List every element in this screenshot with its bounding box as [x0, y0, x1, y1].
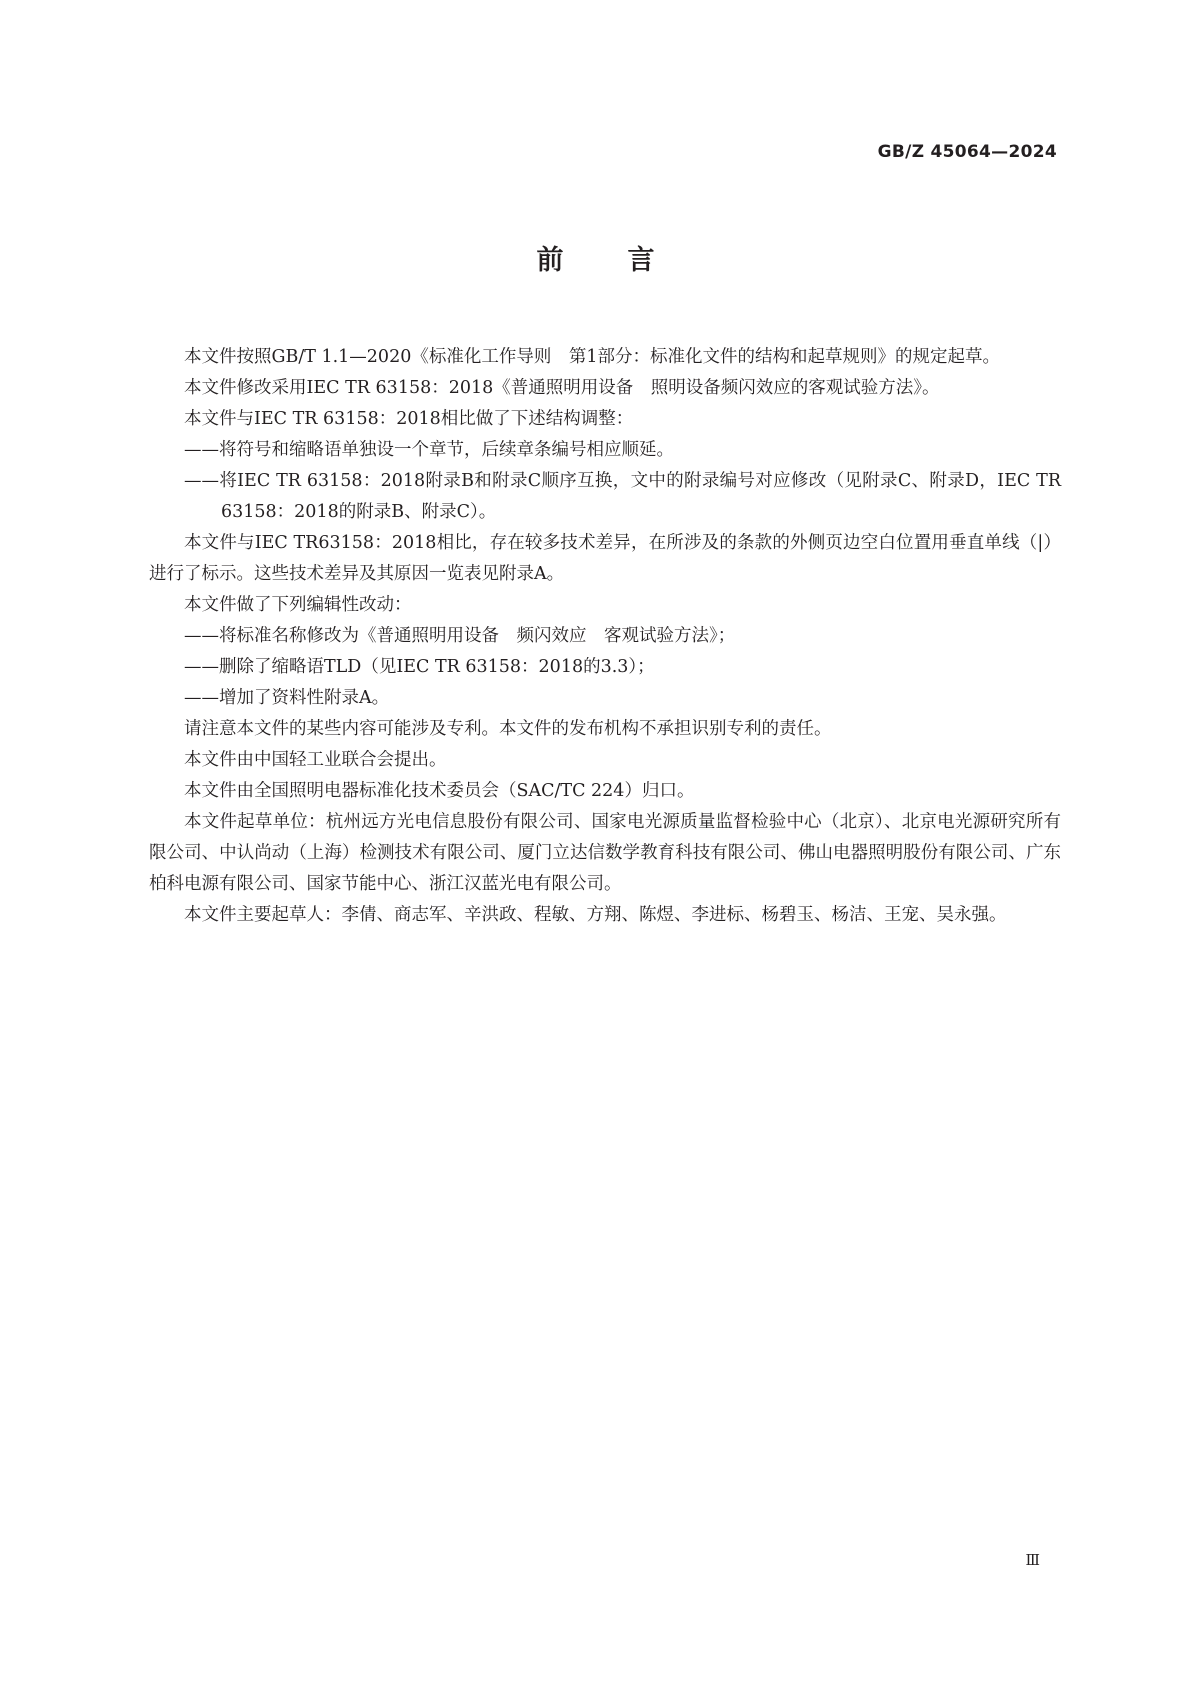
paragraph: 本文件与IEC TR 63158：2018相比做了下述结构调整：	[184, 409, 634, 429]
paragraph: 请注意本文件的某些内容可能涉及专利。本文件的发布机构不承担识别专利的责任。	[184, 719, 832, 739]
paragraph: 本文件与IEC TR63158：2018相比，存在较多技术差异，在所涉及的条款的外侧页边空白位置用垂直单线（|）进行了标示。这些技术差异及其原因一览表见附录A。	[149, 533, 1061, 584]
paragraph: 本文件修改采用IEC TR 63158：2018《普通照明用设备 照明设备频闪效应的客观试验方法》。	[184, 378, 940, 398]
paragraph: 本文件起草单位：杭州远方光电信息股份有限公司、国家电光源质量监督检验中心（北京）、北京电光源研究所有限公司、中认尚动（上海）检测技术有限公司、厦门立达信数学教育科技有限公司、佛山电器照明股份有限公司、广东柏科电源有限公司、国家节能中心、浙江汉蓝光电有限公司。	[149, 812, 1061, 894]
standard-code: GB/Z 45064—2024	[877, 142, 1057, 162]
page-title: 前言	[536, 245, 719, 276]
list-item: ——将IEC TR 63158：2018附录B和附录C顺序互换，文中的附录编号对应修改（见附录C、附录D，IEC TR 63158：2018的附录B、附录C）。	[184, 471, 1061, 522]
paragraph: 本文件由全国照明电器标准化技术委员会（SAC/TC 224）归口。	[184, 781, 695, 801]
list-item: ——将标准名称修改为《普通照明用设备 频闪效应 客观试验方法》；	[184, 626, 736, 646]
list-item: ——增加了资料性附录A。	[184, 688, 390, 708]
list-item: ——删除了缩略语TLD（见IEC TR 63158：2018的3.3）；	[184, 657, 655, 677]
list-item: ——将符号和缩略语单独设一个章节，后续章条编号相应顺延。	[184, 440, 674, 460]
paragraph: 本文件由中国轻工业联合会提出。	[184, 750, 447, 770]
paragraph: 本文件按照GB/T 1.1—2020《标准化工作导则 第1部分：标准化文件的结构和起草规则》的规定起草。	[184, 347, 1000, 367]
paragraph: 本文件做了下列编辑性改动：	[184, 595, 412, 615]
paragraph: 本文件主要起草人：李倩、商志军、辛洪政、程敏、方翔、陈煜、李进标、杨碧玉、杨洁、王宠、吴永强。	[184, 905, 1007, 925]
foreword-body	[149, 342, 1061, 931]
page-number: Ⅲ	[1025, 1551, 1040, 1569]
